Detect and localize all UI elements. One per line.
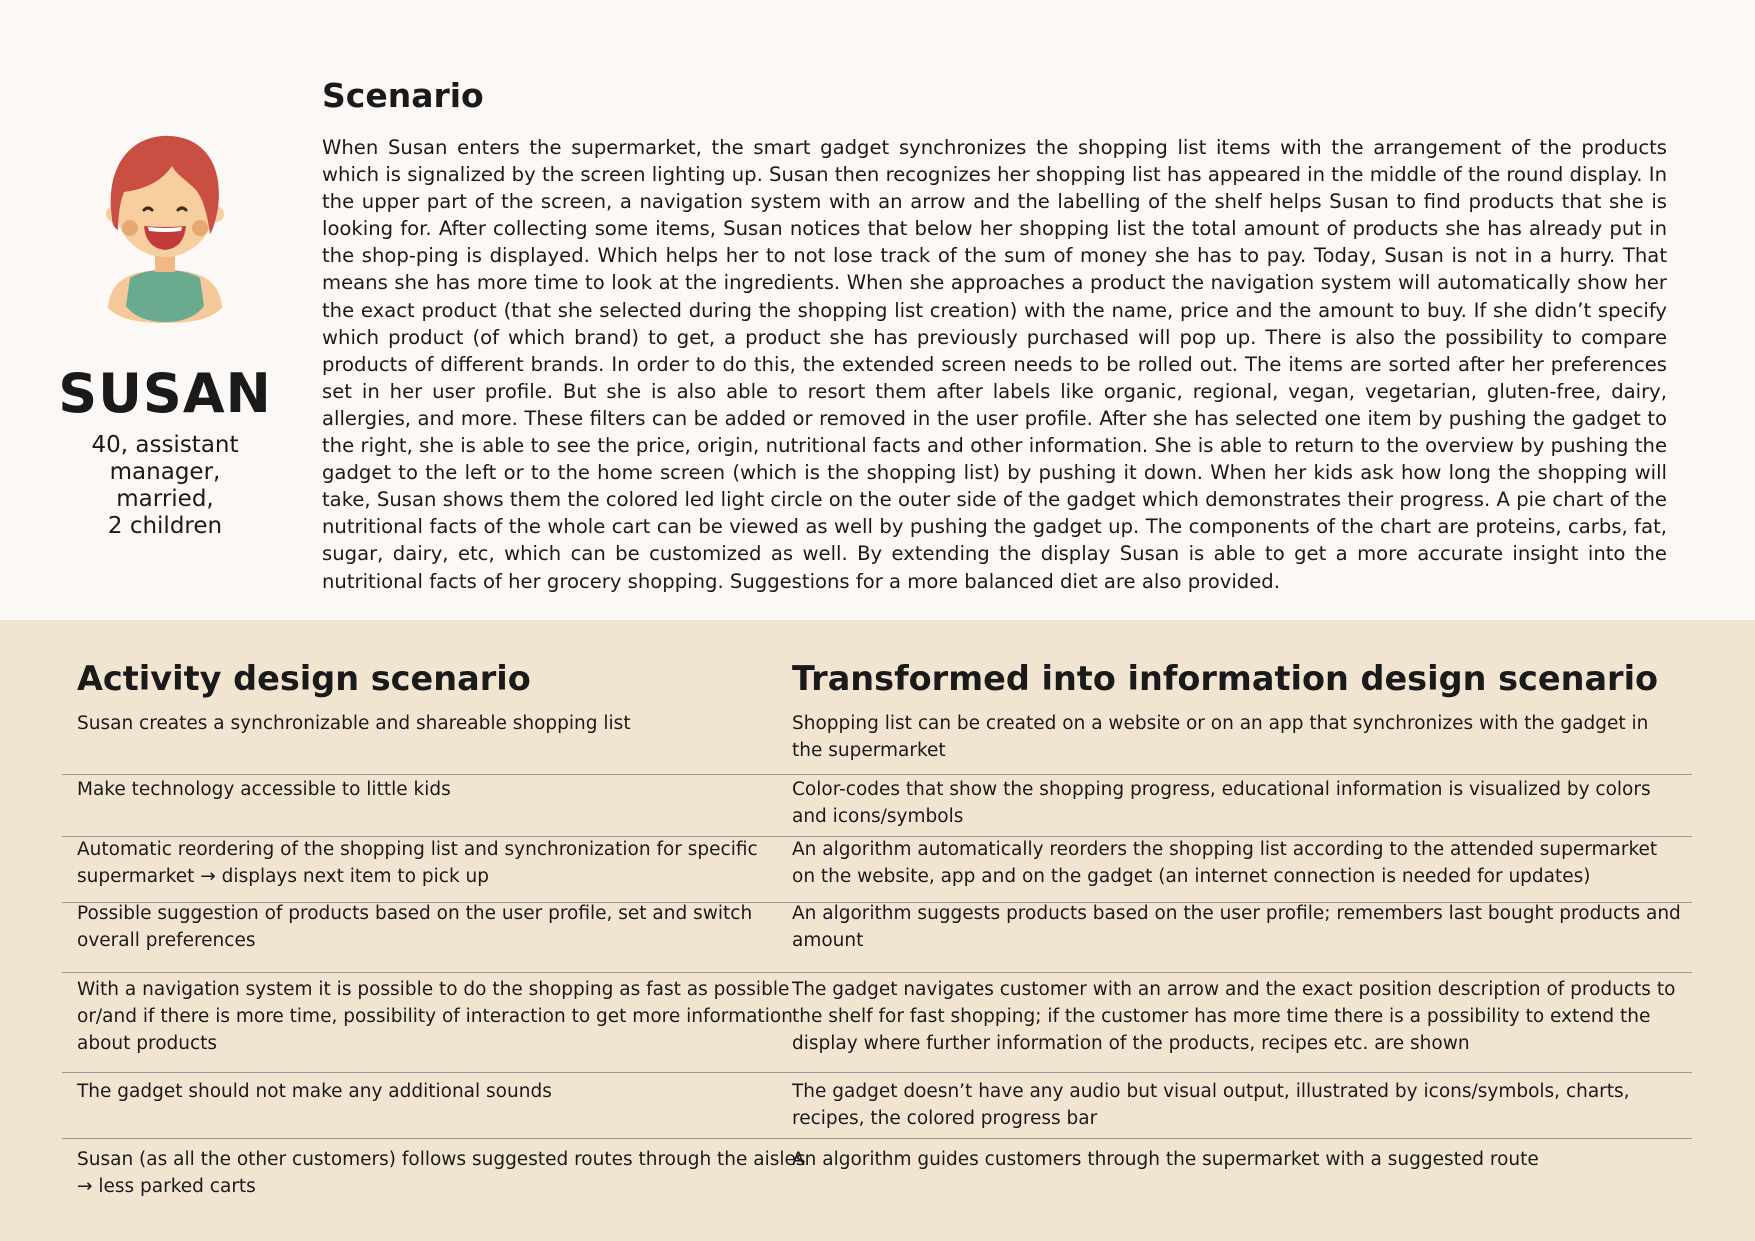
activity-cell: Susan creates a synchronizable and shareable shopping list xyxy=(77,713,631,734)
information-cell: An algorithm guides customers through the supermarket with a suggested route xyxy=(792,1149,1539,1170)
scenario-text: When Susan enters the supermarket, the smart gadget synchronizes the shopping list items with the arrangement of the products which is signalized by the screen lighting up. Susan then recognizes her shopping list has appeared in the middle of the round display. In the upper part of the screen, a navigation system with an arrow and the labelling of the shelf helps Susan to find products that she is looking for. After collecting some items, Susan notices that below her shopping list the total amount of products she has already put in the shop-ping is displayed. Which helps her to not lose track of the sum of money she has to pay. Today, Susan is not in a hurry. That means she has more time to look at the ingredients. When she approaches a product the navigation system will automatically show her the exact product (that she selected during the shopping list creation) with the name, price and the amount to buy. If she didn’t specify which product (of which brand) to get, a product she has previously purchased will pop up. There is also the possibility to compare products of different brands. In order to do this, the extended screen needs to be rolled out. The items are sorted after her preferences set in her user profile. But she is also able to resort them after labels like organic, regional, vegan, vegetarian, gluten-free, dairy, allergies, and more. These filters can be added or removed in the user profile. After she has selected one item by pushing the gadget to the right, she is able to see the price, origin, nutritional facts and other information. She is able to return to the overview by pushing the gadget to the left or to the home screen (which is the shopping list) by pushing it down. When her kids ask how long the shopping will take, Susan shows them the colored led light circle on the outer side of the gadget which demonstrates their progress. A pie chart of the nutritional facts of the whole cart can be viewed as well by pushing the gadget up. The components of the chart are proteins, carbs, fat, sugar, dairy, etc, which can be customized as well. By extending the display Susan is able to get a more accurate insight into the nutritional facts of her grocery shopping. Suggestions for a more balanced diet are also provided. xyxy=(322,136,1667,593)
information-design-title: Transformed into information design scenario xyxy=(792,659,1659,698)
row-divider xyxy=(62,902,1692,903)
information-cell: An algorithm automatically reorders the shopping list according to the attended supermarket on the website, app and on the gadget (an internet connection is needed for updates) xyxy=(792,839,1658,887)
activity-cell: Make technology accessible to little kids xyxy=(77,779,451,800)
persona-detail-line: manager, xyxy=(109,459,221,485)
information-cell: The gadget doesn’t have any audio but visual output, illustrated by icons/symbols, charts, recipes, the colored progress bar xyxy=(792,1081,1630,1129)
persona-detail-line: 40, assistant xyxy=(91,432,239,458)
girl-avatar-icon xyxy=(100,130,230,330)
scenario-title: Scenario xyxy=(322,76,484,115)
persona-name: SUSAN xyxy=(58,362,272,425)
persona-details xyxy=(40,432,290,540)
row-divider xyxy=(62,836,1692,837)
information-cell: Color-codes that show the shopping progress, educational information is visualized by colors and icons/symbols xyxy=(792,779,1651,827)
activity-cell: The gadget should not make any additional sounds xyxy=(77,1081,552,1102)
row-divider xyxy=(62,1138,1692,1139)
row-divider xyxy=(62,1072,1692,1073)
activity-cell: Susan (as all the other customers) follows suggested routes through the aisles → less parked carts xyxy=(77,1149,806,1197)
persona-detail-line: married, xyxy=(116,486,214,512)
persona-detail-line: 2 children xyxy=(107,513,223,539)
information-cell: The gadget navigates customer with an arrow and the exact position description of products to the shelf for fast shopping; if the customer has more time there is a possibility to extend the display where further information of the products, recipes etc. are shown xyxy=(792,979,1676,1054)
activity-cell: Automatic reordering of the shopping list and synchronization for specific supermarket → displays next item to pick up xyxy=(77,839,758,887)
activity-design-title: Activity design scenario xyxy=(77,659,531,698)
information-cell: Shopping list can be created on a website or on an app that synchronizes with the gadget in the supermarket xyxy=(792,713,1649,761)
row-divider xyxy=(62,774,1692,775)
activity-cell: With a navigation system it is possible to do the shopping as fast as possible or/and if there is more time, possibility of interaction to get more information about products xyxy=(77,979,793,1054)
activity-cell: Possible suggestion of products based on the user profile, set and switch overall preferences xyxy=(77,903,753,951)
row-divider xyxy=(62,972,1692,973)
information-cell: An algorithm suggests products based on the user profile; remembers last bought products and amount xyxy=(792,903,1681,951)
